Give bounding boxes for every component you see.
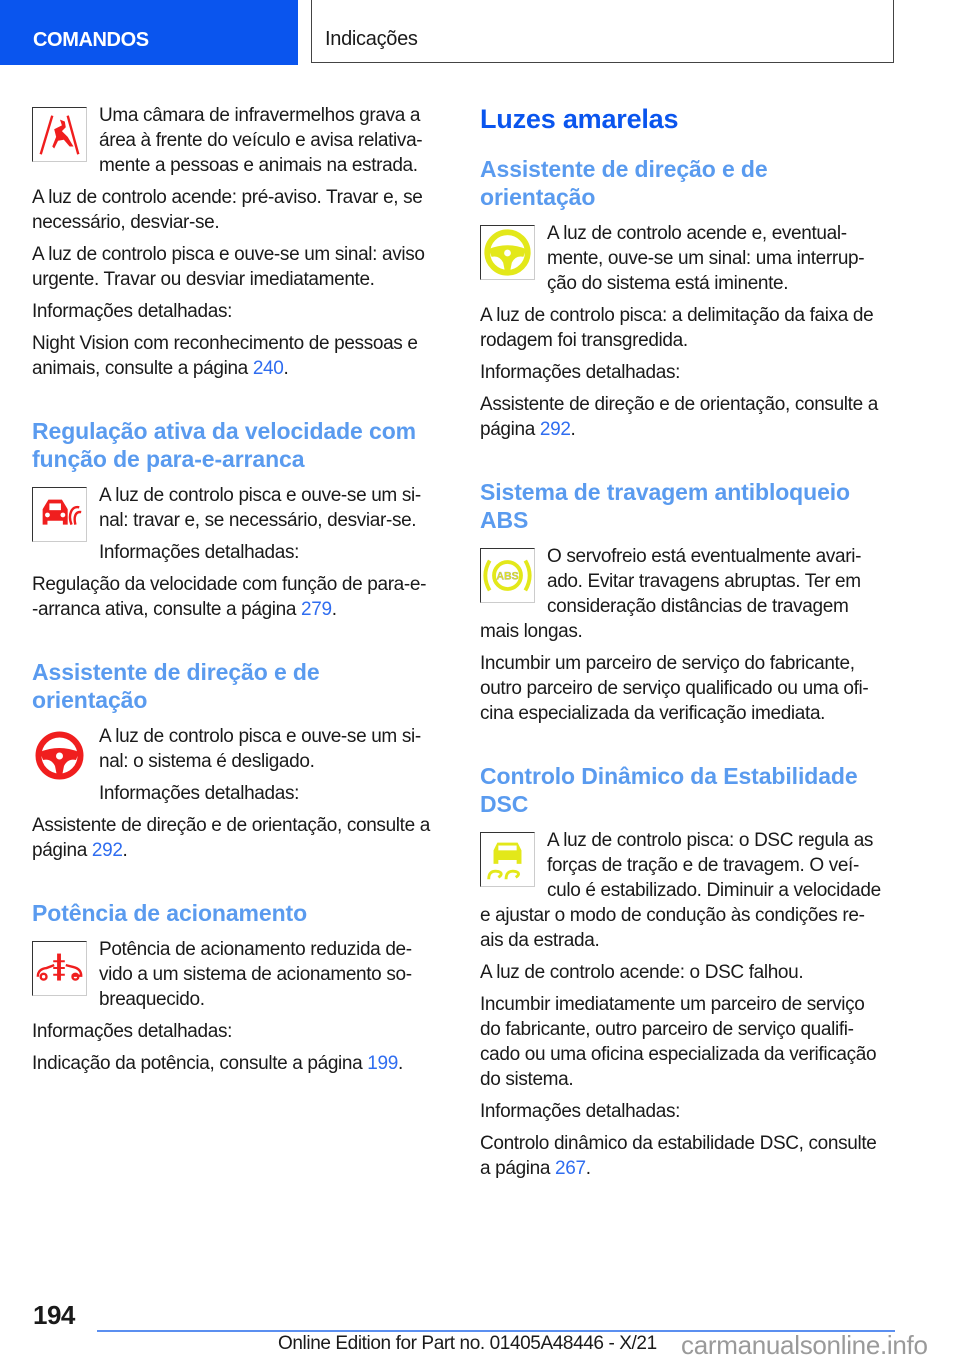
paragraph <box>32 1019 457 1044</box>
section-heading-line: Sistema de travagem antibloqueio <box>480 479 851 505</box>
text-line <box>32 331 457 356</box>
text-line <box>32 987 457 1012</box>
text-line <box>480 928 905 953</box>
section-heading-line: ABS <box>480 507 529 533</box>
section-heading-line: orientação <box>32 687 148 713</box>
paragraph <box>32 331 457 381</box>
paragraph <box>480 221 905 296</box>
line-text: Potência de acionamento reduzida de- <box>99 939 412 960</box>
paragraph <box>480 360 905 385</box>
paragraph <box>480 544 905 644</box>
section-heading-line: Assistente de direção e de <box>480 156 768 182</box>
text-line <box>32 1051 457 1076</box>
text-line <box>32 962 457 987</box>
line-text: ção do sistema está iminente. <box>547 273 789 294</box>
line-text: Informações detalhadas: <box>99 542 300 563</box>
punctuation: . <box>585 1158 591 1179</box>
line-text: breaquecido. <box>99 989 205 1010</box>
warning-light-section <box>32 863 457 1076</box>
text-line <box>480 417 905 442</box>
line-text: Controlo dinâmico da estabilidade DSC, consulte <box>480 1133 877 1154</box>
paragraph <box>32 103 457 178</box>
line-text: A luz de controlo pisca e ouve-se um si- <box>99 726 421 747</box>
text-line <box>480 853 905 878</box>
text-line <box>32 242 457 267</box>
paragraph <box>32 185 457 235</box>
line-text: área à frente do veículo e avisa relativa- <box>99 130 423 151</box>
line-text: A luz de controlo acende: o DSC falhou. <box>480 962 804 983</box>
paragraph <box>32 937 457 1012</box>
section-tab <box>0 0 298 65</box>
line-text: A luz de controlo acende e, eventual- <box>547 223 847 244</box>
line-text: Informações detalhadas: <box>32 301 233 322</box>
page-reference-link[interactable]: 240 <box>252 358 284 379</box>
section-heading-line: Regulação ativa da velocidade com <box>32 418 417 444</box>
section-heading-line: DSC <box>480 791 529 817</box>
line-text: Informações detalhadas: <box>99 783 300 804</box>
page-reference-link[interactable]: 292 <box>91 840 123 861</box>
line-text: nal: o sistema é desligado. <box>99 751 315 772</box>
text-line <box>480 271 905 296</box>
edition-text: Online Edition for Part no. 01405A48446 - X/21 <box>278 1333 657 1354</box>
page-reference-link[interactable]: 279 <box>301 599 332 620</box>
section-title: Luzes amarelas <box>480 104 679 134</box>
line-text: cado ou uma oficina especializada da verificação <box>480 1044 877 1065</box>
paragraph <box>480 1131 905 1181</box>
text-line <box>480 828 905 853</box>
line-text: animais, consulte a página <box>32 358 253 379</box>
line-text: do fabricante, outro parceiro de serviço qualifi- <box>480 1019 854 1040</box>
section-heading-line: Controlo Dinâmico da Estabilidade <box>480 763 858 789</box>
text-line <box>480 1099 905 1124</box>
paragraph <box>32 242 457 292</box>
text-line <box>32 356 457 381</box>
text-line <box>32 508 457 533</box>
line-text: O servofreio está eventualmente avari- <box>547 546 862 567</box>
text-line <box>32 781 457 806</box>
text-line <box>480 1042 905 1067</box>
line-text: consideração distâncias de travagem <box>547 596 849 617</box>
page-reference-link[interactable]: 199 <box>367 1053 398 1074</box>
text-line <box>480 303 905 328</box>
text-line <box>32 185 457 210</box>
line-text: Informações detalhadas: <box>32 1021 233 1042</box>
text-line <box>32 103 457 128</box>
line-text: urgente. Travar ou desviar imediatamente. <box>32 269 375 290</box>
line-text: cina especializada da verificação imediata. <box>480 703 826 724</box>
abs-icon-text: ABS <box>496 570 519 583</box>
line-text: -arranca ativa, consulte a página <box>32 599 302 620</box>
line-text: Assistente de direção e de orientação, consulte a <box>480 394 878 415</box>
paragraph <box>32 572 457 622</box>
paragraph <box>480 992 905 1092</box>
text-line <box>32 483 457 508</box>
warning-light-section <box>32 381 457 622</box>
paragraph <box>32 540 457 565</box>
page-number: 194 <box>33 1300 75 1330</box>
page-reference-link[interactable]: 267 <box>555 1158 586 1179</box>
text-line <box>32 724 457 749</box>
text-line <box>32 1019 457 1044</box>
text-line <box>480 544 905 569</box>
text-line <box>480 328 905 353</box>
line-text: página <box>32 840 92 861</box>
text-line <box>32 572 457 597</box>
paragraph <box>480 1099 905 1124</box>
text-line <box>32 838 457 863</box>
line-text: nal: travar e, se necessário, desviar-se. <box>99 510 417 531</box>
line-text: A luz de controlo acende: pré-aviso. Travar e, se <box>32 187 423 208</box>
line-text: A luz de controlo pisca: a delimitação da faixa de <box>480 305 874 326</box>
punctuation: . <box>397 1053 403 1074</box>
section-heading-line: Assistente de direção e de <box>32 659 320 685</box>
text-line <box>32 153 457 178</box>
text-line <box>480 701 905 726</box>
text-line <box>32 597 457 622</box>
text-line <box>480 360 905 385</box>
line-text: ado. Evitar travagens abruptas. Ter em <box>547 571 861 592</box>
line-text: Night Vision com reconhecimento de pessoas e <box>32 333 418 354</box>
steering-wheel-yellow-icon <box>480 225 535 280</box>
line-text: forças de tração e de travagem. O veí- <box>547 855 859 876</box>
paragraph <box>480 828 905 953</box>
line-text: mente, ouve-se um sinal: uma interrup- <box>547 248 865 269</box>
warning-light-section <box>480 442 905 726</box>
line-text: Informações detalhadas: <box>480 1101 681 1122</box>
text-line <box>32 540 457 565</box>
paragraph <box>32 483 457 533</box>
paragraph <box>480 392 905 442</box>
paragraph <box>32 1051 457 1076</box>
text-line <box>480 651 905 676</box>
active-cruise-warning-icon <box>32 487 87 542</box>
night-vision-deer-icon <box>32 107 87 162</box>
line-text: Assistente de direção e de orientação, consulte a <box>32 815 430 836</box>
text-line <box>480 878 905 903</box>
warning-light-section <box>480 155 905 442</box>
text-line <box>480 246 905 271</box>
text-line <box>480 594 905 619</box>
punctuation: . <box>122 840 128 861</box>
punctuation: . <box>331 599 337 620</box>
line-text: do sistema. <box>480 1069 574 1090</box>
drive-power-reduced-icon <box>32 941 87 996</box>
line-text: rodagem foi transgredida. <box>480 330 688 351</box>
text-line <box>32 937 457 962</box>
text-line <box>480 392 905 417</box>
line-text: culo é estabilizado. Diminuir a velocidade <box>547 880 881 901</box>
section-heading-line: função de para-e-arranca <box>32 446 305 472</box>
section-heading-line: Potência de acionamento <box>32 900 308 926</box>
text-line <box>480 221 905 246</box>
paragraph <box>32 813 457 863</box>
line-text: mente a pessoas e animais na estrada. <box>99 155 418 176</box>
line-text: página <box>480 419 540 440</box>
punctuation: . <box>570 419 576 440</box>
line-text: mais longas. <box>480 621 583 642</box>
text-line <box>32 128 457 153</box>
right-column <box>480 103 905 1181</box>
line-text: Incumbir um parceiro de serviço do fabricante, <box>480 653 855 674</box>
text-line <box>480 619 905 644</box>
text-line <box>480 1067 905 1092</box>
warning-light-section <box>480 726 905 1181</box>
paragraph <box>32 724 457 774</box>
text-line <box>480 569 905 594</box>
line-text: Indicação da potência, consulte a página <box>32 1053 368 1074</box>
line-text: outro parceiro de serviço qualificado ou uma ofi- <box>480 678 869 699</box>
line-text: e ajustar o modo de condução às condições re- <box>480 905 865 926</box>
watermark: carmanualsonline.info <box>681 1330 928 1360</box>
text-line <box>480 903 905 928</box>
line-text: Regulação da velocidade com função de para-e- <box>32 574 427 595</box>
paragraph <box>480 651 905 726</box>
text-line <box>32 813 457 838</box>
line-text: a página <box>480 1158 556 1179</box>
text-line <box>480 1156 905 1181</box>
line-text: A luz de controlo pisca: o DSC regula as <box>547 830 874 851</box>
text-line <box>480 992 905 1017</box>
abs-icon <box>480 548 535 603</box>
chapter-label: Indicações <box>325 28 418 50</box>
text-line <box>480 1017 905 1042</box>
text-line <box>480 676 905 701</box>
line-text: A luz de controlo pisca e ouve-se um sinal: aviso <box>32 244 425 265</box>
punctuation: . <box>283 358 289 379</box>
left-column <box>32 103 457 1076</box>
dsc-skidding-car-icon <box>480 832 535 887</box>
page-reference-link[interactable]: 292 <box>539 419 571 440</box>
line-text: Incumbir imediatamente um parceiro de serviço <box>480 994 865 1015</box>
warning-light-section <box>32 622 457 863</box>
text-line <box>32 267 457 292</box>
line-text: Uma câmara de infravermelhos grava a <box>99 105 421 126</box>
paragraph <box>480 303 905 353</box>
text-line <box>480 1131 905 1156</box>
line-text: ais da estrada. <box>480 930 600 951</box>
text-line <box>32 299 457 324</box>
chapter-tab <box>311 0 894 63</box>
paragraph <box>32 781 457 806</box>
text-line <box>32 749 457 774</box>
line-text: necessário, desviar-se. <box>32 212 220 233</box>
steering-wheel-red-icon <box>32 728 87 783</box>
paragraph <box>480 960 905 985</box>
line-text: vido a um sistema de acionamento so- <box>99 964 412 985</box>
text-line <box>32 210 457 235</box>
line-text: A luz de controlo pisca e ouve-se um si- <box>99 485 421 506</box>
section-label: COMANDOS <box>33 29 149 51</box>
warning-light-section <box>32 103 457 381</box>
section-heading-line: orientação <box>480 184 596 210</box>
line-text: Informações detalhadas: <box>480 362 681 383</box>
text-line <box>480 960 905 985</box>
paragraph <box>32 299 457 324</box>
